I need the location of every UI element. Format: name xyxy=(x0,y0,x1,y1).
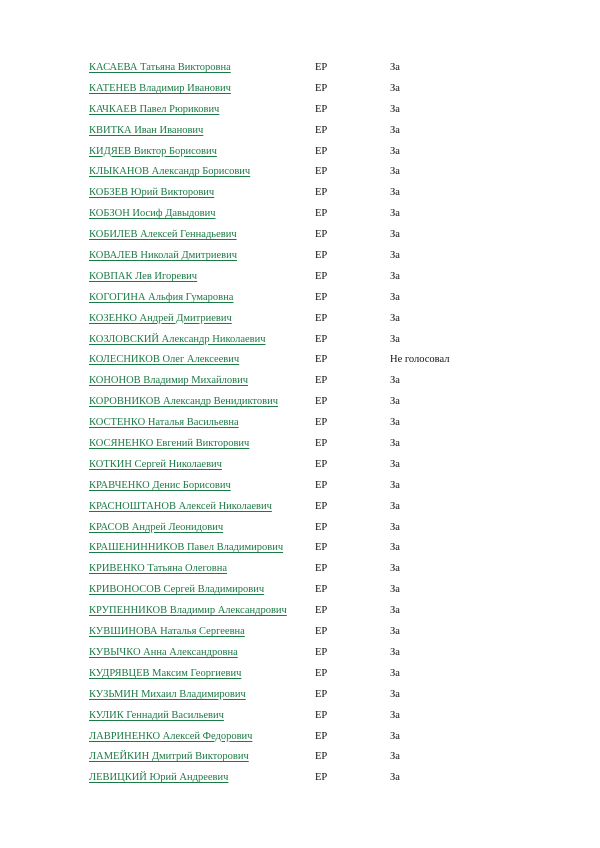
party-cell: ЕР xyxy=(315,291,328,303)
deputy-name-link[interactable]: КОСЯНЕНКО Евгений Викторович xyxy=(89,438,250,450)
deputy-name-link[interactable]: КРАВЧЕНКО Денис Борисович xyxy=(89,479,231,491)
deputy-name-link[interactable]: КАСАЕВА Татьяна Викторовна xyxy=(89,62,231,73)
deputy-name-link[interactable]: КОТКИН Сергей Николаевич xyxy=(89,458,222,470)
vote-result-cell: За xyxy=(390,145,400,157)
table-row xyxy=(89,476,549,497)
vote-result-cell: За xyxy=(390,312,400,324)
party-cell: ЕР xyxy=(315,709,328,721)
table-row xyxy=(89,434,549,455)
party-cell: ЕР xyxy=(315,605,328,617)
party-cell: ЕР xyxy=(315,584,328,596)
table-row xyxy=(89,413,549,434)
table-row xyxy=(89,204,549,225)
party-cell: ЕР xyxy=(315,646,328,658)
deputy-name-link[interactable]: КРИВОНОСОВ Сергей Владимирович xyxy=(89,584,265,596)
party-cell: ЕР xyxy=(315,417,328,429)
party-cell: ЕР xyxy=(315,166,328,178)
deputy-name-link[interactable]: КРАШЕНИННИКОВ Павел Владимирович xyxy=(89,542,284,554)
deputy-name-link[interactable]: КРАСОВ Андрей Леонидович xyxy=(89,521,224,533)
deputy-name-link[interactable]: КУЛИК Геннадий Васильевич xyxy=(89,709,224,721)
deputy-name-link[interactable]: КУВЫЧКО Анна Александровна xyxy=(89,646,238,658)
vote-result-cell: За xyxy=(390,62,400,73)
party-cell: ЕР xyxy=(315,187,328,199)
deputy-name-link[interactable]: КОБЗЕВ Юрий Викторович xyxy=(89,187,215,199)
table-row xyxy=(89,79,549,100)
vote-result-cell: За xyxy=(390,82,400,94)
deputy-name-link[interactable]: КОЛЕСНИКОВ Олег Алексеевич xyxy=(89,354,240,366)
vote-result-cell: За xyxy=(390,124,400,136)
table-row xyxy=(89,768,549,789)
deputy-name-link[interactable]: КОСТЕНКО Наталья Васильевна xyxy=(89,417,239,429)
table-row xyxy=(89,371,549,392)
deputy-name-link[interactable]: КРАСНОШТАНОВ Алексей Николаевич xyxy=(89,500,272,512)
table-row xyxy=(89,518,549,539)
party-cell: ЕР xyxy=(315,667,328,679)
deputy-name-link[interactable]: КОЗЛОВСКИЙ Александр Николаевич xyxy=(89,333,266,345)
table-row xyxy=(89,142,549,163)
table-row xyxy=(89,267,549,288)
vote-result-cell: За xyxy=(390,208,400,220)
vote-result-cell: За xyxy=(390,521,400,533)
vote-result-cell: За xyxy=(390,187,400,199)
party-cell: ЕР xyxy=(315,270,328,282)
table-row xyxy=(89,706,549,727)
party-cell: ЕР xyxy=(315,145,328,157)
vote-list xyxy=(89,58,549,789)
table-row xyxy=(89,685,549,706)
vote-result-cell: За xyxy=(390,103,400,115)
deputy-name-link[interactable]: КУВШИНОВА Наталья Сергеевна xyxy=(89,626,245,638)
vote-result-cell: За xyxy=(390,500,400,512)
vote-result-cell: За xyxy=(390,667,400,679)
party-cell: ЕР xyxy=(315,688,328,700)
vote-result-cell: За xyxy=(390,458,400,470)
table-row xyxy=(89,747,549,768)
table-row xyxy=(89,225,549,246)
party-cell: ЕР xyxy=(315,82,328,94)
table-row xyxy=(89,309,549,330)
vote-result-cell: За xyxy=(390,751,400,763)
vote-result-cell: За xyxy=(390,605,400,617)
table-row xyxy=(89,288,549,309)
vote-result-cell: За xyxy=(390,646,400,658)
vote-result-cell: За xyxy=(390,772,400,784)
party-cell: ЕР xyxy=(315,500,328,512)
vote-result-cell: За xyxy=(390,270,400,282)
party-cell: ЕР xyxy=(315,333,328,345)
vote-result-cell: За xyxy=(390,730,400,742)
table-row xyxy=(89,121,549,142)
vote-result-cell: За xyxy=(390,417,400,429)
vote-result-cell: За xyxy=(390,688,400,700)
party-cell: ЕР xyxy=(315,396,328,408)
vote-result-cell: За xyxy=(390,166,400,178)
vote-result-cell: За xyxy=(390,584,400,596)
table-row xyxy=(89,246,549,267)
vote-result-cell: За xyxy=(390,396,400,408)
deputy-name-link[interactable]: КЛЫКАНОВ Александр Борисович xyxy=(89,166,251,178)
party-cell: ЕР xyxy=(315,312,328,324)
table-row xyxy=(89,455,549,476)
deputy-name-link[interactable]: ЛАМЕЙКИН Дмитрий Викторович xyxy=(89,751,249,763)
vote-result-cell: За xyxy=(390,542,400,554)
deputy-name-link[interactable]: КОВПАК Лев Игоревич xyxy=(89,270,198,282)
party-cell: ЕР xyxy=(315,563,328,575)
table-row xyxy=(89,350,549,371)
table-row xyxy=(89,330,549,351)
vote-result-cell: За xyxy=(390,479,400,491)
party-cell: ЕР xyxy=(315,208,328,220)
table-row xyxy=(89,559,549,580)
table-row xyxy=(89,538,549,559)
vote-result-cell: За xyxy=(390,626,400,638)
party-cell: ЕР xyxy=(315,479,328,491)
deputy-name-link[interactable]: КОЗЕНКО Андрей Дмитриевич xyxy=(89,312,232,324)
deputy-name-link[interactable]: КАЧКАЕВ Павел Рюрикович xyxy=(89,103,220,115)
party-cell: ЕР xyxy=(315,458,328,470)
table-row xyxy=(89,100,549,121)
deputy-name-link[interactable]: КРИВЕНКО Татьяна Олеговна xyxy=(89,563,228,575)
party-cell: ЕР xyxy=(315,62,328,73)
table-row xyxy=(89,162,549,183)
deputy-name-link[interactable]: КУЗЬМИН Михаил Владимирович xyxy=(89,688,246,700)
party-cell: ЕР xyxy=(315,626,328,638)
party-cell: ЕР xyxy=(315,375,328,387)
deputy-name-link[interactable]: КОНОНОВ Владимир Михайлович xyxy=(89,375,248,387)
party-cell: ЕР xyxy=(315,772,328,784)
party-cell: ЕР xyxy=(315,521,328,533)
deputy-name-link[interactable]: ЛАВРИНЕНКО Алексей Федорович xyxy=(89,730,253,742)
party-cell: ЕР xyxy=(315,730,328,742)
vote-result-cell: За xyxy=(390,291,400,303)
table-row xyxy=(89,727,549,748)
party-cell: ЕР xyxy=(315,354,328,366)
table-row xyxy=(89,58,549,79)
table-row xyxy=(89,664,549,685)
deputy-name-link[interactable]: КОГОГИНА Альфия Гумаровна xyxy=(89,291,234,303)
party-cell: ЕР xyxy=(315,229,328,241)
party-cell: ЕР xyxy=(315,751,328,763)
party-cell: ЕР xyxy=(315,250,328,262)
vote-result-cell: За xyxy=(390,229,400,241)
vote-result-cell: За xyxy=(390,438,400,450)
table-row xyxy=(89,497,549,518)
deputy-name-link[interactable]: КВИТКА Иван Иванович xyxy=(89,124,204,136)
deputy-name-link[interactable]: КИДЯЕВ Виктор Борисович xyxy=(89,145,217,157)
party-cell: ЕР xyxy=(315,438,328,450)
vote-result-cell: За xyxy=(390,250,400,262)
deputy-name-link[interactable]: ЛЕВИЦКИЙ Юрий Андреевич xyxy=(89,772,229,784)
vote-result-cell: За xyxy=(390,375,400,387)
table-row xyxy=(89,622,549,643)
deputy-name-link[interactable]: КОБИЛЕВ Алексей Геннадьевич xyxy=(89,229,237,241)
vote-result-cell: За xyxy=(390,563,400,575)
deputy-name-link[interactable]: КОВАЛЕВ Николай Дмитриевич xyxy=(89,250,237,262)
vote-result-cell: За xyxy=(390,709,400,721)
deputy-name-link[interactable]: КАТЕНЕВ Владимир Иванович xyxy=(89,82,231,94)
party-cell: ЕР xyxy=(315,103,328,115)
table-row xyxy=(89,580,549,601)
party-cell: ЕР xyxy=(315,542,328,554)
deputy-name-link[interactable]: КУДРЯВЦЕВ Максим Георгиевич xyxy=(89,667,242,679)
party-cell: ЕР xyxy=(315,124,328,136)
table-row xyxy=(89,392,549,413)
table-row xyxy=(89,183,549,204)
vote-result-cell: Не голосовал xyxy=(390,354,450,366)
deputy-name-link[interactable]: КОРОВНИКОВ Александр Венидиктович xyxy=(89,396,278,408)
table-row xyxy=(89,601,549,622)
deputy-name-link[interactable]: КОБЗОН Иосиф Давыдович xyxy=(89,208,216,220)
vote-result-cell: За xyxy=(390,333,400,345)
table-row xyxy=(89,643,549,664)
deputy-name-link[interactable]: КРУПЕННИКОВ Владимир Александрович xyxy=(89,605,287,617)
